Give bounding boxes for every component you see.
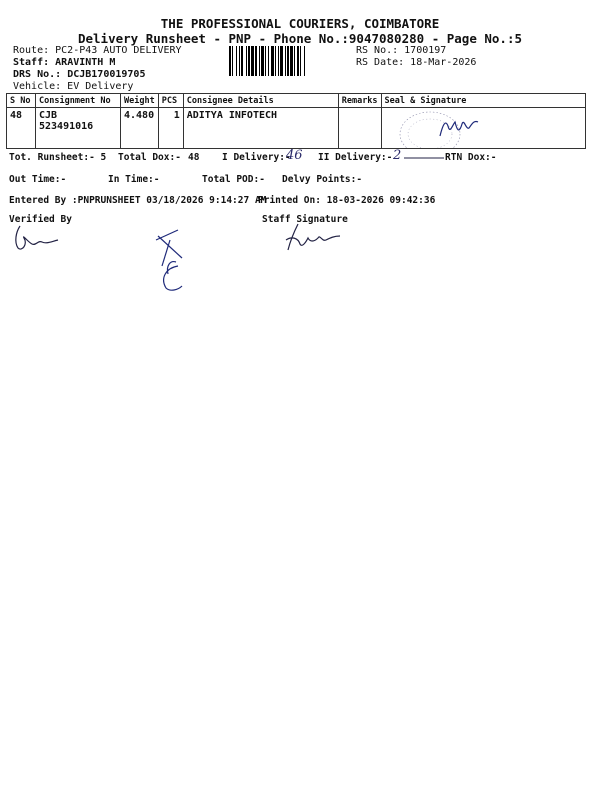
staff-name: ARAVINTH M [55,57,116,68]
route-label: Route: PC2-P43 AUTO DELIVERY [13,45,182,56]
drs-number: DCJB170019705 [67,69,146,80]
printed-on: Printed On: 18-03-2026 09:42:36 [258,195,436,206]
staff-signature-icon [278,218,348,258]
staff-row [13,57,115,68]
total-dox-label: Total Dox:- [118,152,181,163]
total-pod-label: Total POD:- [202,174,265,185]
row-pcs: 1 [158,108,183,149]
vehicle-label: Vehicle: EV Delivery [13,81,134,92]
table-row [7,108,586,149]
tot-runsheet: Tot. Runsheet:- 5 [9,152,107,163]
delvy-points-label: Delvy Points:- [282,174,363,185]
ii-delivery-label: II Delivery:- [318,152,393,163]
col-remarks: Remarks [338,94,381,108]
barcode-icon [229,46,353,76]
entered-by: Entered By :PNPRUNSHEET 03/18/2026 9:14:27 AM [9,195,267,206]
col-consignment: Consignment No [36,94,121,108]
drs-label: DRS No.: [13,69,62,80]
rtn-dox-label: RTN Dox:- [445,152,497,163]
in-time-label: In Time:- [108,174,160,185]
dash-line-icon [404,155,446,161]
row-remarks [338,108,381,149]
col-pcs: PCS [158,94,183,108]
col-weight: Weight [121,94,159,108]
blue-pen-mark-icon [148,226,198,296]
runsheet-table [6,93,586,149]
verified-by-label: Verified By [9,214,72,225]
runsheet-subtitle: Delivery Runsheet - PNP - Phone No.:9047080280 - Page No.:5 [77,31,522,46]
staff-label: Staff: [13,57,50,68]
col-sno: S No [7,94,36,108]
row-weight: 4.480 [121,108,159,149]
row-seal [381,108,585,149]
row-sno: 48 [7,108,36,149]
table-header-row [7,94,586,108]
i-delivery-handwritten: 46 [286,148,303,163]
company-title: THE PROFESSIONAL COURIERS, COIMBATORE [160,16,440,31]
rs-number: RS No.: 1700197 [356,45,447,56]
i-delivery-label: I Delivery:- [222,152,291,163]
col-seal: Seal & Signature [381,94,585,108]
row-consignee: ADITYA INFOTECH [183,108,338,149]
rs-date: RS Date: 18-Mar-2026 [356,57,477,68]
drs-row [13,69,145,80]
row-consignment: CJB 523491016 [36,108,121,149]
verified-signature-icon [8,222,68,256]
col-consignee: Consignee Details [183,94,338,108]
ii-delivery-handwritten: 2 [393,148,402,163]
total-dox-value: 48 [188,152,200,163]
stamp-signature-icon [382,108,542,148]
out-time-label: Out Time:- [9,174,67,185]
staff-signature-label: Staff Signature [262,214,348,225]
